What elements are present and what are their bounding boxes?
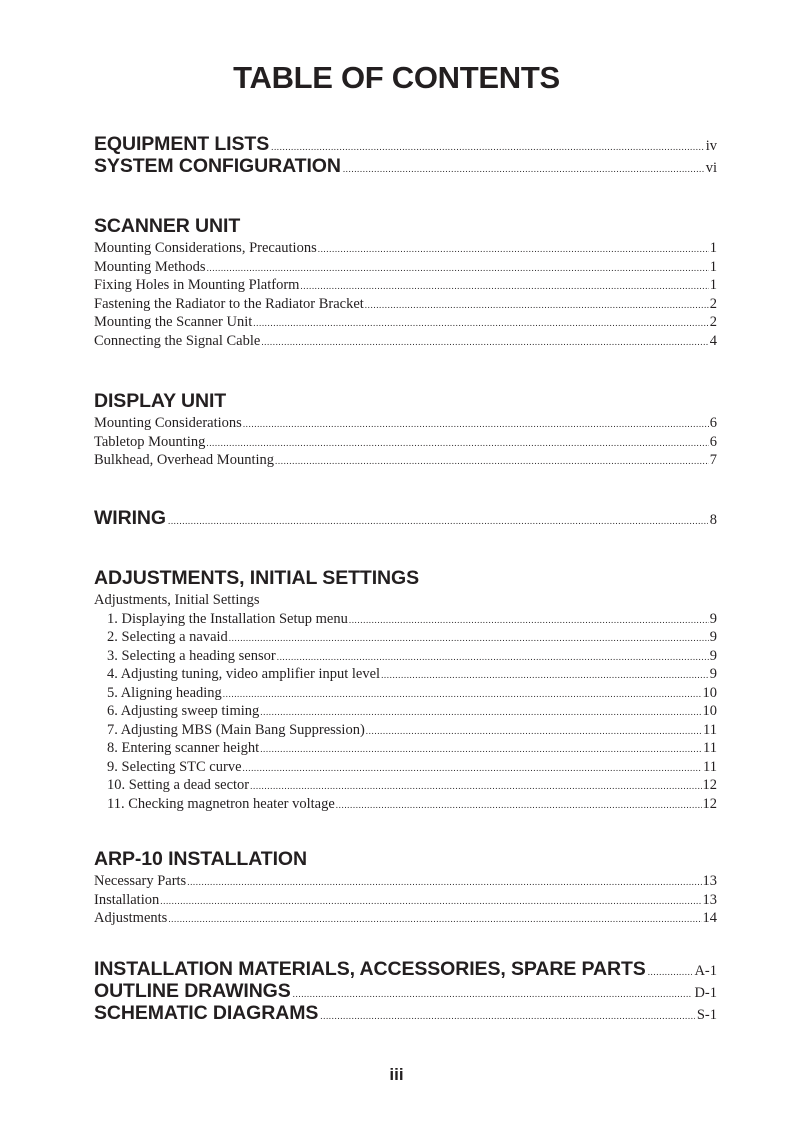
toc-entry[interactable] [94, 776, 717, 795]
toc-entry-page: 1 [709, 277, 717, 293]
dot-leader [243, 763, 703, 773]
toc-entry[interactable] [94, 295, 717, 314]
dot-leader [160, 896, 701, 906]
toc-entry[interactable] [94, 258, 717, 277]
toc-entry[interactable] [94, 610, 717, 629]
toc-entry-label: Mounting the Scanner Unit [94, 314, 253, 330]
section-heading: ARP-10 INSTALLATION [94, 848, 307, 870]
toc-entry[interactable] [94, 451, 717, 470]
toc-entry[interactable] [94, 433, 717, 452]
dot-leader [300, 281, 708, 291]
toc-entry-page: 13 [702, 891, 717, 908]
toc-entry-label: Fixing Holes in Mounting Platform [94, 277, 300, 293]
toc-entry-page: 10 [702, 684, 717, 701]
toc-entry-outline-drawings[interactable] [94, 980, 717, 1002]
toc-entry[interactable] [94, 684, 717, 703]
toc-entry-label: INSTALLATION MATERIALS, ACCESSORIES, SPARE PARTS [94, 958, 646, 980]
toc-entry-label: EQUIPMENT LISTS [94, 133, 270, 155]
toc-entry-page: iv [705, 138, 717, 154]
toc-entry[interactable] [94, 872, 717, 891]
toc-entry-page: 11 [703, 721, 717, 738]
toc-entry[interactable] [94, 721, 717, 740]
toc-entry-label: Tabletop Mounting [94, 433, 206, 450]
toc-entry-page: 1 [709, 258, 717, 275]
dot-leader [293, 989, 693, 999]
toc-entry-label: Fastening the Radiator to the Radiator Bracket [94, 295, 364, 312]
toc-entry[interactable] [94, 665, 717, 684]
dot-leader [250, 781, 701, 791]
dot-leader [336, 800, 702, 810]
toc-entry-page: 11 [703, 758, 717, 775]
toc-entry-page: 4 [709, 332, 717, 349]
toc-entry-label: 9. Selecting STC curve [107, 758, 242, 775]
toc-entry-page: 6 [709, 433, 717, 450]
toc-entry-page: 9 [709, 610, 717, 627]
page-title: TABLE OF CONTENTS [233, 60, 560, 95]
toc-entry-page: A-1 [694, 963, 717, 979]
toc-entry-label: Adjustments [94, 910, 168, 926]
toc-entry[interactable] [94, 276, 717, 295]
section-wiring [94, 507, 717, 529]
toc-entry[interactable] [94, 239, 717, 258]
toc-entry-page: 11 [703, 740, 717, 756]
toc-entry-schematic-diagrams[interactable] [94, 1002, 717, 1024]
section-arp10-installation [94, 848, 717, 928]
dot-leader [207, 263, 709, 273]
toc-entry[interactable] [94, 758, 717, 777]
toc-entry[interactable] [94, 909, 717, 928]
section-display-unit [94, 390, 717, 470]
subsection-heading [94, 591, 717, 610]
toc-entry-page: 8 [709, 512, 717, 528]
toc-entry-page: 13 [702, 873, 717, 889]
toc-entry-page: 14 [702, 910, 717, 926]
toc-entry-label: 2. Selecting a navaid [107, 629, 228, 645]
section-heading: DISPLAY UNIT [94, 390, 227, 412]
section-adjustments [94, 567, 717, 813]
toc-entry-wiring[interactable] [94, 507, 717, 529]
dot-leader [206, 438, 708, 448]
toc-entry-label: 7. Adjusting MBS (Main Bang Suppression) [107, 721, 365, 738]
dot-leader [243, 419, 709, 429]
toc-entry-label: Mounting Considerations [94, 415, 242, 431]
toc-entry-page: 6 [709, 415, 717, 431]
dot-leader [277, 652, 709, 662]
dot-leader [223, 689, 702, 699]
toc-entry[interactable] [94, 628, 717, 647]
toc-entry-page: 12 [702, 777, 717, 793]
toc-entry-label: 6. Adjusting sweep timing [107, 703, 260, 719]
subsection-label: Adjustments, Initial Settings [94, 592, 260, 608]
toc-entry[interactable] [94, 739, 717, 758]
top-entries [94, 133, 717, 177]
dot-leader [271, 142, 704, 152]
page-number: iii [389, 1065, 404, 1084]
toc-entry-page: 9 [709, 666, 717, 682]
dot-leader [365, 300, 709, 310]
section-heading: SCANNER UNIT [94, 215, 241, 237]
dot-leader [648, 967, 693, 977]
toc-entry-page: 2 [709, 295, 717, 312]
toc-entry-label: Necessary Parts [94, 873, 187, 889]
toc-entry[interactable] [94, 891, 717, 910]
toc-entry[interactable] [94, 414, 717, 433]
toc-entry-page: 9 [709, 629, 717, 645]
dot-leader [320, 1011, 695, 1021]
toc-entry-page: 7 [709, 452, 717, 468]
dot-leader [168, 914, 701, 924]
toc-entry-label: Mounting Methods [94, 258, 206, 275]
toc-entry-label: 1. Displaying the Installation Setup menu [107, 610, 348, 627]
toc-entry[interactable] [94, 702, 717, 721]
dot-leader [229, 633, 709, 643]
toc-entry-label: SYSTEM CONFIGURATION [94, 155, 341, 177]
toc-entry-label: Installation [94, 891, 160, 908]
toc-entry-label: 11. Checking magnetron heater voltage [107, 795, 335, 812]
dot-leader [260, 744, 702, 754]
toc-entry-label: 5. Aligning heading [107, 684, 222, 701]
toc-entry-label: 3. Selecting a heading sensor [107, 647, 276, 664]
toc-entry-system-configuration[interactable] [94, 155, 717, 177]
toc-entry-label: WIRING [94, 507, 166, 529]
toc-entry-label: Mounting Considerations, Precautions [94, 240, 317, 256]
dot-leader [343, 164, 704, 174]
dot-leader [168, 516, 708, 526]
toc-entry-label: 10. Setting a dead sector [107, 777, 250, 793]
dot-leader [187, 877, 701, 887]
toc-entry[interactable] [94, 332, 717, 351]
dot-leader [318, 244, 709, 254]
toc-entry-label: Connecting the Signal Cable [94, 332, 261, 349]
toc-entry-page: 2 [709, 314, 717, 330]
dot-leader [261, 337, 708, 347]
toc-entry-page: 9 [709, 647, 717, 664]
dot-leader [275, 456, 709, 466]
section-heading: ADJUSTMENTS, INITIAL SETTINGS [94, 567, 420, 589]
dot-leader [349, 615, 709, 625]
dot-leader [366, 726, 702, 736]
toc-entry-page: 1 [709, 240, 717, 256]
toc-entry-equipment-lists[interactable] [94, 133, 717, 155]
toc-entry-label: 4. Adjusting tuning, video amplifier input level [107, 666, 381, 682]
toc-entry-label: Bulkhead, Overhead Mounting [94, 452, 275, 468]
toc-entry-label: SCHEMATIC DIAGRAMS [94, 1002, 319, 1024]
bottom-entries [94, 958, 717, 1024]
toc-entry-page: S-1 [696, 1007, 717, 1023]
toc-entry[interactable] [94, 795, 717, 814]
toc-entry-page: D-1 [694, 985, 717, 1001]
dot-leader [253, 318, 708, 328]
toc-entry-label: OUTLINE DRAWINGS [94, 980, 291, 1002]
toc-entry-page: vi [705, 160, 717, 176]
toc-entry[interactable] [94, 647, 717, 666]
dot-leader [260, 707, 701, 717]
toc-entry-label: 8. Entering scanner height [107, 740, 260, 756]
toc-entry-page: 12 [702, 795, 717, 812]
dot-leader [381, 670, 709, 680]
toc-entry-installation-materials[interactable] [94, 958, 717, 980]
section-scanner-unit [94, 215, 717, 350]
toc-entry[interactable] [94, 313, 717, 332]
toc-entry-page: 10 [702, 703, 717, 719]
